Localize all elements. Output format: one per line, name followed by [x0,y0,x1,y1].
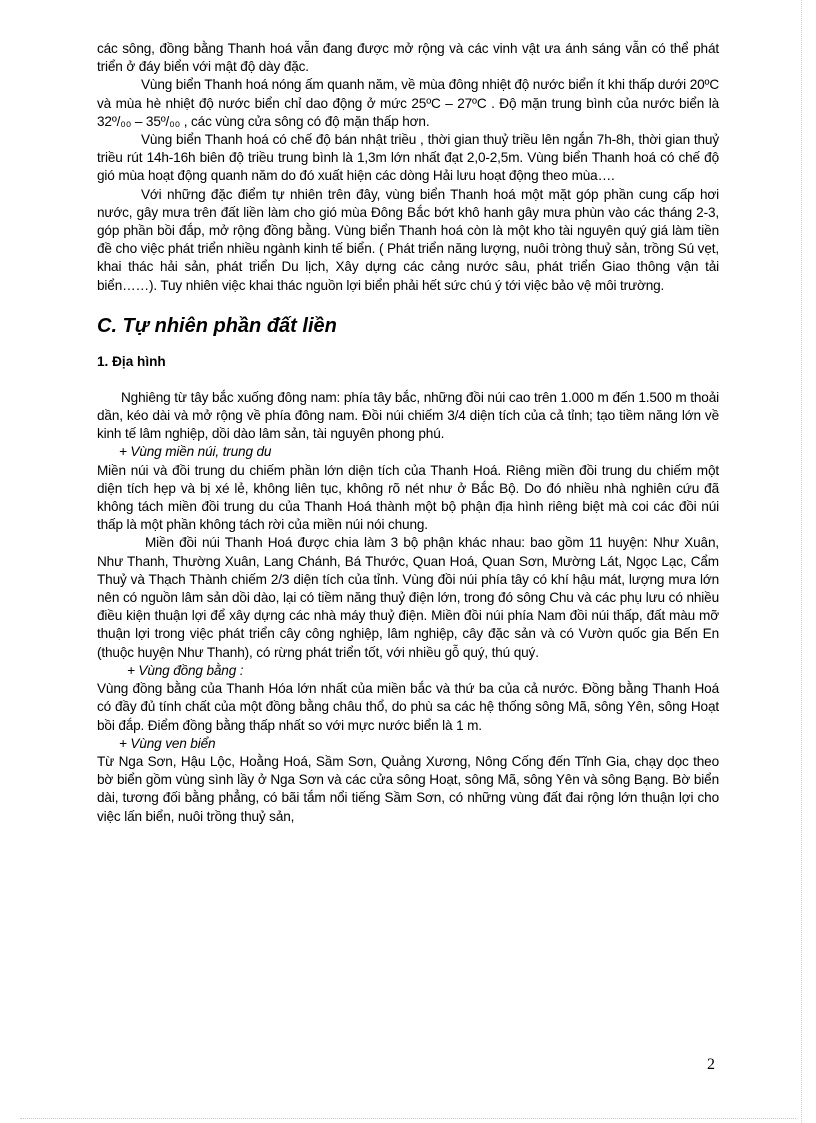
paragraph-mountain-1: Miền núi và đồi trung du chiếm phần lớn diện tích của Thanh Hoá. Riêng miền đồi trung du chiếm một diện tích hẹp và bị xé lẻ, không liên tục, không rõ nét như ở Bắc Bộ. Do đó nhiều nhà nghiên cứu đã không tách miền đồi trung du của Thanh Hoá thành một bộ phận địa hình riêng biệt mà coi các đồi núi thấp là một phần không tách rời của miền núi nói chung. [97,462,719,533]
paragraph-sea-temperature: Vùng biển Thanh hoá nóng ấm quanh năm, về mùa đông nhiệt độ nước biển ít khi thấp dưới 20ºC và mùa hè nhiệt độ nước biển chỉ dao động ở mức 25ºC – 27ºC . Độ mặn trung bình của nước biển là 32º/₀₀ – 35º/₀₀ , các vùng cửa sông có độ mặn thấp hơn. [97,77,719,129]
paragraph-mountain-2: Miền đồi núi Thanh Hoá được chia làm 3 bộ phận khác nhau: bao gồm 11 huyện: Như Xuân, Như Thanh, Thường Xuân, Lang Chánh, Bá Thước, Quan Hoá, Quan Sơn, Mường Lát, Ngọc Lạc, Cẩm Thuỷ và Thạch Thành chiếm 2/3 diện tích của tỉnh. Vùng đồi núi phía tây có khí hậu mát, lượng mưa lớn nên có nguồn lâm sản dồi dào, lại có tiềm năng thuỷ điện lớn, trong đó sông Chu và các phụ lưu có nhiều điều kiện thuận lợi để xây dựng các nhà máy thuỷ điện. Miền đồi núi phía Nam đồi núi thấp, đất màu mỡ thuận lợi trong việc phát triển cây công nghiệp, lâm nghiệp, cây đặc sản và có Vườn quốc gia Bến En (thuộc huyện Như Thanh), có rừng phát triển tốt, với nhiều gỗ quý, thú quý. [97,535,719,660]
heading-plain-region: + Vùng đồng bằng : [127,662,244,678]
paragraph-coastal: Từ Nga Sơn, Hậu Lộc, Hoằng Hoá, Sầm Sơn, Quảng Xương, Nông Cống đến Tĩnh Gia, chạy dọc theo bờ biển gồm vùng sình lầy ở Nga Sơn và các cửa sông Hoạt, sông Mã, sông Yên và sông Bạng. Bờ biển dài, tương đối bằng phẳng, có bãi tắm nổi tiếng Sầm Sơn, có những vùng đất đai rộng lớn thuận lợi cho việc lấn biển, nuôi trồng thuỷ sản, [97,753,719,824]
heading-coastal-region: + Vùng ven biển [119,735,216,751]
page-content [97,40,719,826]
paragraph-continuation: các sông, đồng bằng Thanh hoá vẫn đang được mở rộng và các vinh vật ưa ánh sáng vẫn có thể phát triển ở đáy biển với mật độ dày đặc. [97,41,719,75]
page-bottom-border [20,1118,796,1119]
page-right-border [801,0,802,1123]
section-title: C. Tự nhiên phần đất liền [97,314,337,337]
paragraph-terrain-intro: Nghiêng từ tây bắc xuống đông nam: phía tây bắc, những đồi núi cao trên 1.000 m đến 1.500 m thoải dần, kéo dài và mở rộng về phía đông nam. Đồi núi chiếm 3/4 diện tích của cả tỉnh; tạo tiềm năng lớn về kinh tế lâm nghiệp, dồi dào lâm sản, tài nguyên phong phú. [97,389,719,442]
paragraph-plain: Vùng đồng bằng của Thanh Hóa lớn nhất của miền bắc và thứ ba của cả nước. Đồng bằng Thanh Hoá có đầy đủ tính chất của một đồng bằng châu thổ, do phù sa các hệ thống sông Mã, sông Yên, sông Hoạt bồi đắp. Điểm đồng bằng thấp nhất so với mực nước biển là 1 m. [97,681,719,733]
heading-mountain-region: + Vùng miền núi, trung du [119,444,272,460]
subsection-title: 1. Địa hình [97,353,166,369]
page-number: 2 [707,1056,715,1073]
paragraph-tides: Vùng biển Thanh hoá có chế độ bán nhật triều , thời gian thuỷ triều lên ngắn 7h-8h, thời gian thuỷ triều rút 14h-16h biên độ triều trung bình là 1,3m lớn nhất đạt 2,0-2,5m. Vùng biển Thanh hoá có chế độ gió mùa hoạt động quanh năm do đó xuất hiện các dòng Hải lưu hoạt động theo mùa…. [97,132,719,184]
paragraph-sea-resources: Với những đặc điểm tự nhiên trên đây, vùng biển Thanh hoá một mặt góp phần cung cấp hơi nước, gây mưa trên đất liền làm cho gió mùa Đông Bắc bớt khô hanh gây mưa phùn vào các tháng 2-3, góp phần bồi đắp, mở rộng đồng bằng. Vùng biển Thanh hoá còn là một kho tài nguyên quý giá làm tiền đề cho việc phát triển nhiều ngành kinh tế biển. ( Phát triển năng lượng, nuôi tròng thuỷ sản, trồng Sú vẹt, khai thác hải sản, phát triển Du lịch, Xây dựng các cảng nước sâu, phát triển Giao thông vận tải biển……). Tuy nhiên việc khai thác nguồn lợi biển phải hết sức chú ý tới việc bảo vệ môi trường. [97,186,719,293]
